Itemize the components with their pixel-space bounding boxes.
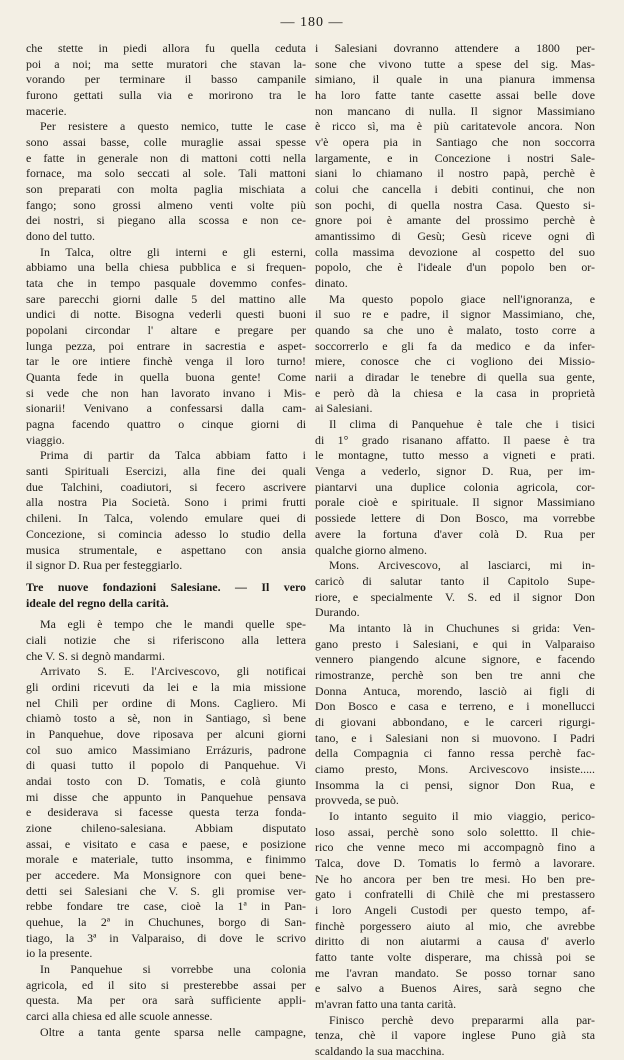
text-line: quehue, la 2ª in Chuchunes, borgo di San- [26, 914, 306, 929]
text-line: e salvo a Buenos Aires, sarà segno che [315, 981, 595, 996]
text-line: miere, conosce che ci vogliono dei Missio- [315, 354, 595, 369]
text-line: e fatte in generale non di mattoni cotti nella [26, 150, 306, 165]
text-line: lunga pezza, poi entrare in sacrestia e aspet- [26, 338, 306, 353]
text-line: colui che cancella i debiti continui, che non [315, 182, 595, 197]
text-line: tano, e i Salesiani non si muovono. I Padri [315, 730, 595, 745]
page-number: — 180 — [280, 15, 344, 30]
text-line: Oltre a tanta gente sparsa nelle campagne, [40, 1024, 306, 1039]
text-line: son preparati con molta paglia mischiata a [26, 182, 306, 197]
text-line: Ma egli è tempo che le mandi quelle spe- [40, 617, 306, 632]
text-line: e desiderava si facesse questa terza fonda- [26, 805, 306, 820]
text-line: amantissimo di Gesù; Gesù riceve ogni dì [315, 229, 595, 244]
text-line: m'avran fatto una tanta carità. [315, 996, 457, 1011]
text-line: morale e materiale, tutto insomma, e finimmo [26, 852, 306, 867]
text-line: caricò di salutar tanto il Capitolo Supe- [315, 573, 595, 588]
text-line: tata che in tempo pasquale dovemmo confes- [26, 276, 306, 291]
text-line: Venga a vederlo, signor D. Rua, per im- [315, 464, 595, 479]
text-line: le montagne, tutto messo a vigneti e prati. [315, 448, 595, 463]
text-line: sono assai basse, colle muraglie assai spesse [26, 135, 306, 150]
text-line: per accedere. Ma Monsignore con quei bene- [26, 867, 306, 882]
left-column [26, 41, 306, 1040]
text-line: largamente, e in Concezione i nostri Sale- [315, 150, 595, 165]
text-line: Talca, dove D. Tomatis lo fermò a lavorare. [315, 855, 595, 870]
text-line: me l'avran mandato. Se posso tornar sano [315, 965, 595, 980]
text-line: fango; sono grossi almeno venti volte più [26, 197, 306, 212]
text-line: Prima di partir da Talca abbiam fatto i [40, 448, 306, 463]
text-line: Mons. Arcivescovo, al lasciarci, mi in- [329, 558, 595, 573]
text-line: santi Spirituali Esercizi, alla fine dei quali [26, 464, 306, 479]
text-line: tar le ore intiere finchè venga il loro turno! [26, 354, 306, 369]
text-line: e però dà la chiesa e la casa in proprietà [315, 385, 595, 400]
text-line: fatto tante volte disperare, ma chissà poi se [315, 949, 595, 964]
section-heading-line: ideale del regno della carità. [26, 595, 169, 610]
text-line: col suo amico Massimiano Errázuris, padrone [26, 742, 306, 757]
text-line: musica strumentale, e aspettano con ansia [26, 542, 306, 557]
text-line: due Talchini, coadiutori, si fecero ascrivere [26, 479, 306, 494]
text-line: Ma questo popolo giace nell'ignoranza, e [329, 291, 595, 306]
text-line: riore, e specialmente V. S. ed il signor Don [315, 589, 595, 604]
text-line: ciali notizie che si riferiscono alla lettera [26, 632, 306, 647]
text-line: furono gettati sulla via e morirono tra le [26, 88, 306, 103]
text-line: gano presto i Salesiani, e qui in Valparaiso [315, 636, 595, 651]
text-line: Il clima di Panquehue è tale che i tisici [329, 417, 595, 432]
text-line: ai Salesiani. [315, 401, 373, 416]
text-line: In Talca, oltre gli interni e gli esterni, [40, 244, 306, 259]
text-line: Insomma la ci pensi, signor Don Rua, e [315, 777, 595, 792]
text-line: ciamo presto, Mons. Arcivescovo insiste..... [315, 761, 595, 776]
text-line: io la presente. [26, 946, 93, 961]
text-line: avere la fortuna d'aver colà D. Rua per [315, 526, 595, 541]
text-line: in Panquehue, dove riposava per alcuni giorni [26, 726, 306, 741]
text-line: Ne ho ancora per ben tre mesi. Ho ben pre- [315, 871, 595, 886]
text-line: quando sa che uno è malato, tosto corre a [315, 323, 595, 338]
text-line: rimostranze, perchè son ben tre anni che [315, 667, 595, 682]
text-line: di 1° grado risanano affatto. Il paese è tra [315, 432, 595, 447]
text-line: sare parecchi giorni dalle 5 del mattino alle [26, 291, 306, 306]
text-line: di giovani abbondano, e le carceri rigurgi- [315, 714, 595, 729]
text-line: Finisco perchè devo prepararmi alla par- [329, 1012, 595, 1027]
text-line: loso assai, perchè sono solo solettto. Il chie- [315, 824, 595, 839]
text-line: vennero piangendo alcune signore, e facendo [315, 652, 595, 667]
text-line: Durando. [315, 605, 360, 620]
text-line: dei nostri, si piegano alla scossa e non ce- [26, 213, 306, 228]
text-line: popolo, che è l'ideale d'un popolo ben or- [315, 260, 595, 275]
text-line: agricola, ed il sito si presterebbe assai per [26, 977, 306, 992]
text-line: dono del tutto. [26, 229, 96, 244]
text-line: i Salesiani dovranno attendere a 1800 per- [315, 41, 595, 55]
text-line: Ma intanto là in Chuchunes si grida: Ven- [329, 620, 595, 635]
text-line: diritto di non aiutarmi a causa d' averlo [315, 934, 595, 949]
text-line: sone che vivono tutte a spese del sig. Mas- [315, 56, 595, 71]
text-line: il signor D. Rua per festeggiarlo. [26, 558, 183, 573]
text-line: soccorrerlo e gli fa da medico e da infer- [315, 338, 595, 353]
text-line: Quanta fede in quella buona gente! Come [26, 370, 306, 385]
text-line: i loro Angeli Custodi per questo tempo, af- [315, 902, 595, 917]
text-line: il suo re e padre, il signor Massimiano, che, [315, 307, 595, 322]
text-line: che V. S. si degnò mandarmi. [26, 648, 165, 663]
text-line: questa. Ma per ora sarà sufficiente appli- [26, 993, 306, 1008]
text-line: mi disse che appunto in Panquehue pensava [26, 789, 306, 804]
text-line: sionarii! Venivano a confessarsi dalla cam- [26, 401, 306, 416]
text-line: macerie. [26, 103, 67, 118]
text-line: pagna facendo quattro o cinque giorni di [26, 417, 306, 432]
text-line: alla nostra Pia Società. Sono i primi frutti [26, 495, 306, 510]
text-line: provveda, se può. [315, 793, 399, 808]
text-line: rebbe fondare tre case, cioè la 1ª in Pan- [26, 899, 306, 914]
text-line: chileni. In Talca, volendo emulare quei di [26, 511, 306, 526]
section-heading-line: Tre nuove fondazioni Salesiane. — Il vero [26, 579, 306, 594]
text-line: siani lo chiamano il nostro papà, perchè è [315, 166, 595, 181]
text-line: nel Chilì per ordine di Mons. Cagliero. Mi [26, 695, 306, 710]
text-line: Arrivato S. E. l'Arcivescovo, gli notificai [40, 664, 306, 679]
text-line: In Panquehue si vorrebbe una colonia [40, 961, 306, 976]
text-line: finchè porgessero aiuto al mio, che avrebbe [315, 918, 595, 933]
text-line: che stette in piedi allora fu quella ceduta [26, 41, 306, 55]
text-line: andai tosto con D. Tomatis, e colà giunto [26, 773, 306, 788]
text-line: viaggio. [26, 432, 65, 447]
text-line: son pochi, di quella nostra Casa. Questo si- [315, 197, 595, 212]
text-line: gato i confratelli di Chilè che mi prestassero [315, 887, 595, 902]
text-line: fornace, ma solo seccati al sole. Tali mattoni [26, 166, 306, 181]
text-line: porale cioè e spirituale. Il signor Massimiano [315, 495, 595, 510]
text-line: gnore poi è amante del prossimo perchè è [315, 213, 595, 228]
text-line: v'è opera pia in Santiago che non soccorra [315, 135, 595, 150]
text-line: dinato. [315, 276, 348, 291]
text-line: assai, e visitato e casa e paese, e posizione [26, 836, 306, 851]
text-line: simiano, il quale in una pianura immensa [315, 72, 595, 87]
text-line: zione chileno-salesiana. Abbiam disputato [26, 820, 306, 835]
text-line: di quasi tutto il popolo di Panquehue. Vi [26, 758, 306, 773]
text-line: qualche giorno almeno. [315, 542, 427, 557]
text-line: Donna Antuca, morendo, lasciò ai figli di [315, 683, 595, 698]
text-line: undici di notte. Bisogna vederli questi buoni [26, 307, 306, 322]
text-line: narii a diradar le tenebre di quella sua gente, [315, 370, 595, 385]
text-line: abbiamo una bella chiesa pubblica e si frequen- [26, 260, 306, 275]
text-line: possiede lettere di Don Bosco, ma vorrebbe [315, 511, 595, 526]
text-line: tenza, chè il vapore inglese Puno già sta [315, 1028, 595, 1043]
text-line: poi a noi; ma sette muratori che stavan la- [26, 56, 306, 71]
text-line: colla massima devozione al cospetto del suo [315, 244, 595, 259]
text-line: Don Bosco e casa e terreno, e i monellucci [315, 699, 595, 714]
text-line: della Compagnia ci fanno ressa perchè fac- [315, 746, 595, 761]
text-line: vorando per terminare il basso campanile [26, 72, 306, 87]
text-line: rico che venne meco mi accompagnò fino a [315, 840, 595, 855]
text-line: scaldando la sua macchina. [315, 1044, 445, 1058]
text-line: Concezione, si comincia adesso lo studio della [26, 526, 306, 541]
text-line: chiamò tosto a sè, non in Santiago, sì bene [26, 711, 306, 726]
text-line: popolani circondar l' altare e pregare per [26, 323, 306, 338]
text-line: gli ordini ricevuti da lei e la mia missione [26, 679, 306, 694]
text-line: carci alla chiesa ed alle scuole annesse. [26, 1008, 213, 1023]
text-line: Per resistere a questo nemico, tutte le case [40, 119, 306, 134]
text-line: detti sei Salesiani che V. S. gli promise ver- [26, 883, 306, 898]
text-line: non mancano di nulla. Il signor Massimiano [315, 103, 595, 118]
text-line: Io intanto seguito il mio viaggio, perico- [329, 808, 595, 823]
text-line: è ricco sì, ma è più caritatevole ancora. Non [315, 119, 595, 134]
text-line: si vede che non han lavorato invano i Mis- [26, 385, 306, 400]
text-line: tiago, la 3ª in Valparaiso, di dove le scrivo [26, 930, 306, 945]
text-line: piantarvi una duplice colonia agricola, cor- [315, 479, 595, 494]
text-line: ha loro fatte tante casette assai belle dove [315, 88, 595, 103]
